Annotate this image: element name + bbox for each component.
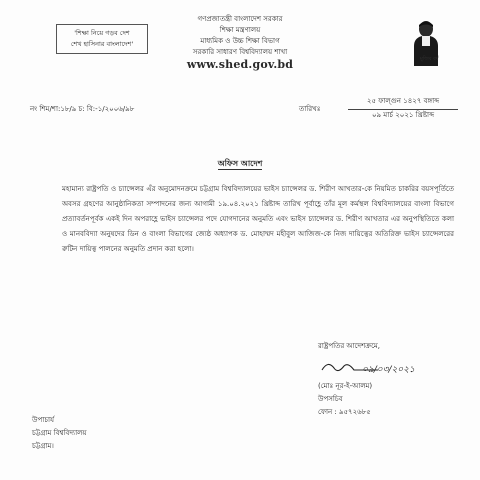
by-order-text: রাষ্ট্রপতির আদেশক্রমে, — [318, 342, 380, 350]
memo-number: নং শিম/শা:১৮/৯ চ: বি:-১/২০০৬/৯৮ — [30, 105, 135, 113]
signer-phone: ফোন : ৯৫৭২৬৮৫ — [318, 408, 371, 416]
recipient-line-2: চট্টগ্রাম বিশ্ববিদ্যালয় — [32, 429, 87, 437]
slogan-line-1: 'শিক্ষা নিয়ে গড়ব দেশ — [74, 29, 130, 37]
portrait-caption: মুজিব বর্ষ — [420, 56, 439, 62]
recipient-line-1: উপাচার্য — [32, 416, 55, 424]
slogan-line-2: শেখ হাসিনার বাংলাদেশ' — [70, 40, 134, 48]
letterhead-website: www.shed.gov.bd — [186, 58, 294, 71]
signature-date: ০৯/০৩/২০২১ — [362, 365, 415, 375]
letterhead-line-4: সরকারি সাধারণ বিশ্ববিদ্যালয় শাখা — [192, 48, 288, 56]
letterhead-line-2: শিক্ষা মন্ত্রণালয় — [219, 26, 261, 34]
slogan-box — [56, 24, 148, 54]
signer-block — [318, 380, 418, 419]
date-bangla: ২৫ ফাল্গুন ১৪২৭ বঙ্গাব্দ — [348, 95, 458, 110]
signer-designation: উপসচিব — [318, 395, 343, 403]
document-title-text: অফিস আদেশ — [217, 159, 263, 168]
order-body: মহামান্য রাষ্ট্রপতি ও চ্যান্সেলর এঁর অনুমোদনক্রমে চট্টগ্রাম বিশ্ববিদ্যালয়ের ভাইস চ্যান্সেলর ড. শিরীণ আখতার-কে নিয়মিত চাকরির বয়সপূর্তিতে অবসর গ্রহণের আনুষ্ঠানিকতা সম্পাদনের জন্য আগামী ১৯.০৪.২০২১ খ্রিষ্টাব্দ তারিখ পূর্বাহ্ণে তাঁর মূল কর্মস্থল বিশ্ববিদ্যালয়ের বাংলা বিভাগে প্রত্যাবর্তনপূর্বক একই দিন অপরাহ্ণে ভাইস চ্যান্সেলর পদে যোগদানের অনুমতি এবং ভাইস চ্যান্সেলর ড. শিরীণ আখতার এর অনুপস্থিতিতে কলা ও মানববিদ্যা অনুষদের ডিন ও বাংলা বিভাগের জ্যেষ্ঠ অধ্যাপক ড. মোহাম্মদ মহীবুল আজিজ-কে নিজ দায়িত্বের অতিরিক্ত ভাইস চ্যান্সেলরের রুটিন দায়িত্ব পালনের অনুমতি প্রদান করা হলো। — [62, 185, 454, 253]
recipient-line-3: চট্টগ্রাম। — [32, 442, 54, 450]
document-title — [0, 158, 480, 171]
signer-name: (মোঃ নূর-ই-আলম) — [318, 382, 373, 390]
date-label: তারিখঃ — [299, 105, 321, 113]
letterhead — [150, 14, 330, 72]
letterhead-line-3: মাধ্যমিক ও উচ্চ শিক্ষা বিভাগ — [200, 37, 280, 45]
date-gregorian: ০৯ মার্চ ২০২১ খ্রিষ্টাব্দ — [371, 111, 434, 119]
letterhead-line-1: গণপ্রজাতন্ত্রী বাংলাদেশ সরকার — [197, 15, 283, 23]
recipient-block — [32, 414, 86, 453]
